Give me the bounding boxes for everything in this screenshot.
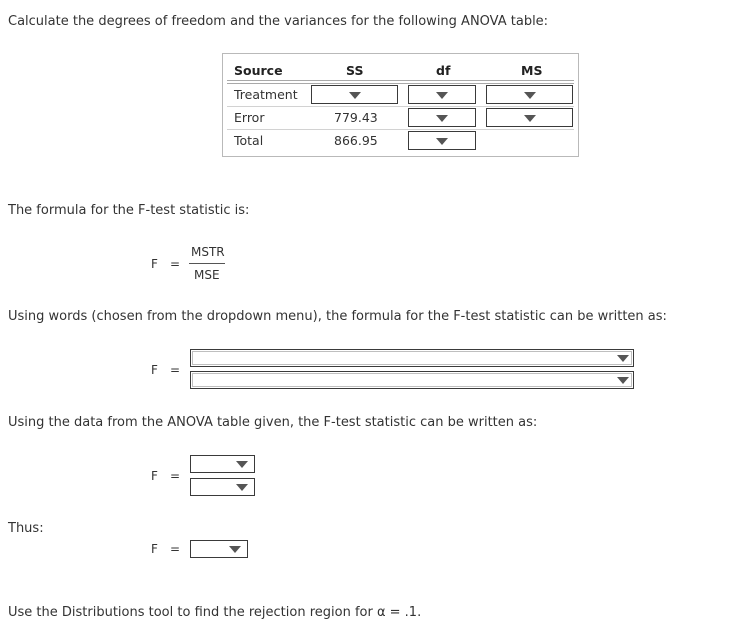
denominator-value-dropdown[interactable] [190, 478, 255, 496]
header-rule [227, 83, 574, 84]
chevron-down-icon [436, 115, 448, 122]
f-result-dropdown[interactable] [190, 540, 248, 558]
chevron-down-icon [617, 355, 629, 362]
treatment-ss-dropdown[interactable] [311, 85, 398, 104]
chevron-down-icon [349, 92, 361, 99]
error-ms-dropdown[interactable] [486, 108, 573, 127]
total-df-dropdown[interactable] [408, 131, 476, 150]
equals-sign: = [170, 469, 181, 483]
header-ss: SS [346, 63, 364, 78]
f-label: F [151, 469, 158, 483]
treatment-ms-dropdown[interactable] [486, 85, 573, 104]
f-label: F [151, 542, 158, 556]
chevron-down-icon [436, 92, 448, 99]
equals-sign: = [170, 542, 181, 556]
chevron-down-icon [229, 546, 241, 553]
rejection-prompt-text: Use the Distributions tool to find the rejection region for α = .1. [8, 605, 422, 620]
intro-text: Calculate the degrees of freedom and the variances for the following ANOVA table: [8, 14, 549, 29]
formula-intro-text: The formula for the F-test statistic is: [8, 203, 250, 218]
header-ms: MS [521, 63, 543, 78]
formula-denominator: MSE [194, 268, 220, 282]
f-label: F [151, 257, 158, 271]
row-divider [227, 106, 574, 107]
numerator-value-dropdown[interactable] [190, 455, 255, 473]
thus-label: Thus: [8, 521, 44, 536]
header-rule [227, 80, 574, 81]
denominator-words-dropdown[interactable] [190, 371, 634, 389]
treatment-df-dropdown[interactable] [408, 85, 476, 104]
header-source: Source [234, 63, 283, 78]
chevron-down-icon [236, 461, 248, 468]
data-intro-text: Using the data from the ANOVA table given, the F-test statistic can be written as: [8, 415, 538, 430]
row-treatment-source: Treatment [234, 87, 298, 102]
words-intro-text: Using words (chosen from the dropdown menu), the formula for the F-test statistic can be written as: [8, 309, 667, 324]
row-total-ss: 866.95 [334, 133, 378, 148]
fraction-bar [189, 263, 225, 264]
error-df-dropdown[interactable] [408, 108, 476, 127]
chevron-down-icon [617, 377, 629, 384]
equals-sign: = [170, 363, 181, 377]
chevron-down-icon [524, 92, 536, 99]
row-total-source: Total [234, 133, 264, 148]
equals-sign: = [170, 257, 181, 271]
chevron-down-icon [524, 115, 536, 122]
chevron-down-icon [436, 138, 448, 145]
anova-table [222, 53, 579, 157]
formula-numerator: MSTR [191, 245, 225, 259]
header-df: df [436, 63, 451, 78]
row-divider [227, 129, 574, 130]
numerator-words-dropdown[interactable] [190, 349, 634, 367]
row-error-source: Error [234, 110, 265, 125]
f-label: F [151, 363, 158, 377]
chevron-down-icon [236, 484, 248, 491]
row-error-ss: 779.43 [334, 110, 378, 125]
